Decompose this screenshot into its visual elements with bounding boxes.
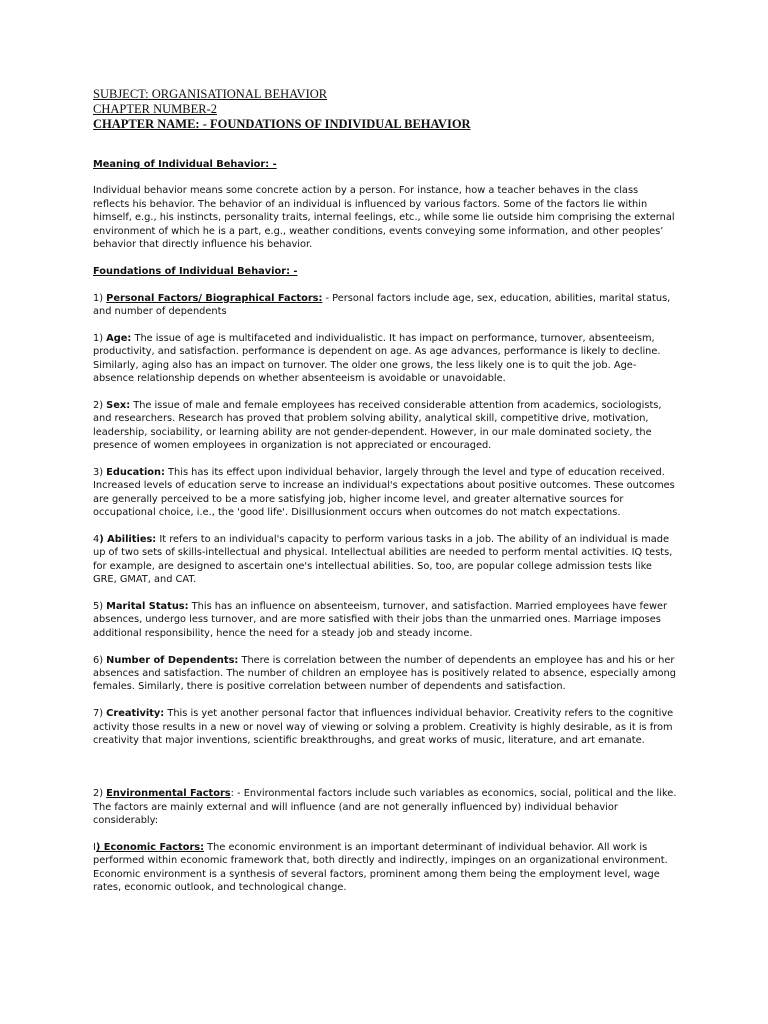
chapter-name-line: CHAPTER NAME: - FOUNDATIONS OF INDIVIDUAL BEHAVIOR	[93, 117, 471, 131]
meaning-heading: Meaning of Individual Behavior: -	[93, 159, 277, 170]
age-text: The issue of age is multifaceted and individualistic. It has impact on performance, turnover, absenteeism, productivity, and satisfaction. performance is dependent on age. As age advances, performance is likely to decline. Similarly, aging also has an impact on turnover. The older one grows, the less likely one is to quit the job. Age-absence relationship depends on whether absenteeism is avoidable or unavoidable.	[93, 332, 661, 385]
age-label: Age:	[106, 332, 132, 344]
sex-text: The issue of male and female employees has received considerable attention from academics, sociologists, and researchers. Research has proved that problem solving ability, analytical skill, competitive drive, motivation, leadership, sociability, or learning ability are not gender-dependent. However, in our male dominated society, the presence of women employees in organization is not appreciated or encouraged.	[93, 399, 662, 452]
dependents-number: 6)	[93, 654, 107, 666]
dependents-paragraph	[93, 654, 677, 694]
personal-factors-text: - Personal factors include age, sex, education, abilities, marital status, and number of dependents	[93, 292, 671, 318]
personal-factors-label: Personal Factors/ Biographical Factors:	[106, 292, 323, 304]
personal-factors-paragraph	[93, 292, 677, 319]
education-text: This has its effect upon individual behavior, largely through the level and type of education received. Increased levels of education serve to increase an individual's expectations about positive outcomes. These outcomes are generally perceived to be a more satisfying job, higher income level, and greater alternative sources for occupational choice, i.e., the 'good life'. Disillusionment occurs when outcomes do not match expectations.	[93, 466, 675, 519]
economic-factors-number: I	[93, 841, 96, 853]
abilities-text: It refers to an individual's capacity to perform various tasks in a job. The ability of an individual is made up of two sets of skills-intellectual and physical. Intellectual abilities are needed to perform mental activities. IQ tests, for example, are designed to ascertain one's intellectual abilities. So, too, are popular college admission tests like GRE, GMAT, and CAT.	[93, 533, 673, 586]
environmental-factors-paragraph	[93, 787, 677, 827]
abilities-paragraph	[93, 533, 677, 587]
sex-paragraph	[93, 399, 677, 453]
sex-label: Sex:	[106, 399, 131, 411]
creativity-number: 7)	[93, 708, 107, 720]
marital-status-label: Marital Status:	[106, 600, 189, 612]
abilities-label: ) Abilities:	[99, 533, 157, 545]
age-paragraph	[93, 332, 677, 386]
education-number: 3)	[93, 466, 107, 478]
sex-number: 2)	[93, 399, 107, 411]
abilities-number: 4	[93, 533, 100, 545]
age-number: 1)	[93, 332, 107, 344]
meaning-paragraph: Individual behavior means some concrete action by a person. For instance, how a teacher behaves in the class reflects his behavior. The behavior of an individual is influenced by various factors. Some of the factors lie within himself, e.g., his instincts, personality traits, internal feelings, etc., while some lie outside him comprising the external environment of which he is a part, e.g., weather conditions, events conveying some information, and other peoples’ behavior that directly influence his behavior.	[93, 185, 675, 251]
subject-line: SUBJECT: ORGANISATIONAL BEHAVIOR	[93, 87, 328, 101]
creativity-text: This is yet another personal factor that influences individual behavior. Creativity refers to the cognitive activity those results in a new or novel way of viewing or solving a problem. Creativity is highly desirable, as it is from creativity that major inventions, scientific breakthroughs, and great works of music, literature, and art emanate.	[93, 708, 674, 746]
environmental-factors-label: Environmental Factors	[106, 788, 231, 800]
personal-factors-number: 1)	[93, 292, 107, 304]
marital-status-number: 5)	[93, 600, 107, 612]
environmental-factors-number: 2)	[93, 788, 107, 800]
economic-factors-label: ) Economic Factors:	[95, 841, 205, 853]
dependents-text: There is correlation between the number of dependents an employee has and his or her absences and satisfaction. The number of children an employee has is positively related to absence, especially among females. Similarly, there is positive correlation between number of dependents and satisfaction.	[93, 654, 676, 693]
creativity-label: Creativity:	[106, 708, 165, 720]
education-paragraph	[93, 466, 677, 520]
economic-factors-paragraph	[93, 841, 677, 895]
education-label: Education:	[106, 466, 165, 478]
economic-factors-text: The economic environment is an important determinant of individual behavior. All work is performed within economic framework that, both directly and indirectly, impinges on an organizational environment. Economic environment is a synthesis of several factors, prominent among them being the employment level, wage rates, economic outlook, and technological change.	[93, 841, 668, 894]
dependents-label: Number of Dependents:	[106, 654, 239, 666]
foundations-heading: Foundations of Individual Behavior: -	[93, 265, 298, 277]
creativity-paragraph	[93, 707, 677, 747]
marital-status-paragraph	[93, 600, 677, 640]
environmental-factors-text: : - Environmental factors include such variables as economics, social, political and the like. The factors are mainly external and will influence (and are not generally influenced by) individual behavior considerably:	[93, 788, 677, 827]
marital-status-text: This has an influence on absenteeism, turnover, and satisfaction. Married employees have fewer absences, undergo less turnover, and are more satisfied with their jobs than the unmarried ones. Marriage imposes additional responsibility, hence the need for a steady job and steady income.	[93, 600, 668, 639]
document-page	[93, 87, 677, 895]
chapter-number-line: CHAPTER NUMBER-2	[93, 102, 217, 116]
